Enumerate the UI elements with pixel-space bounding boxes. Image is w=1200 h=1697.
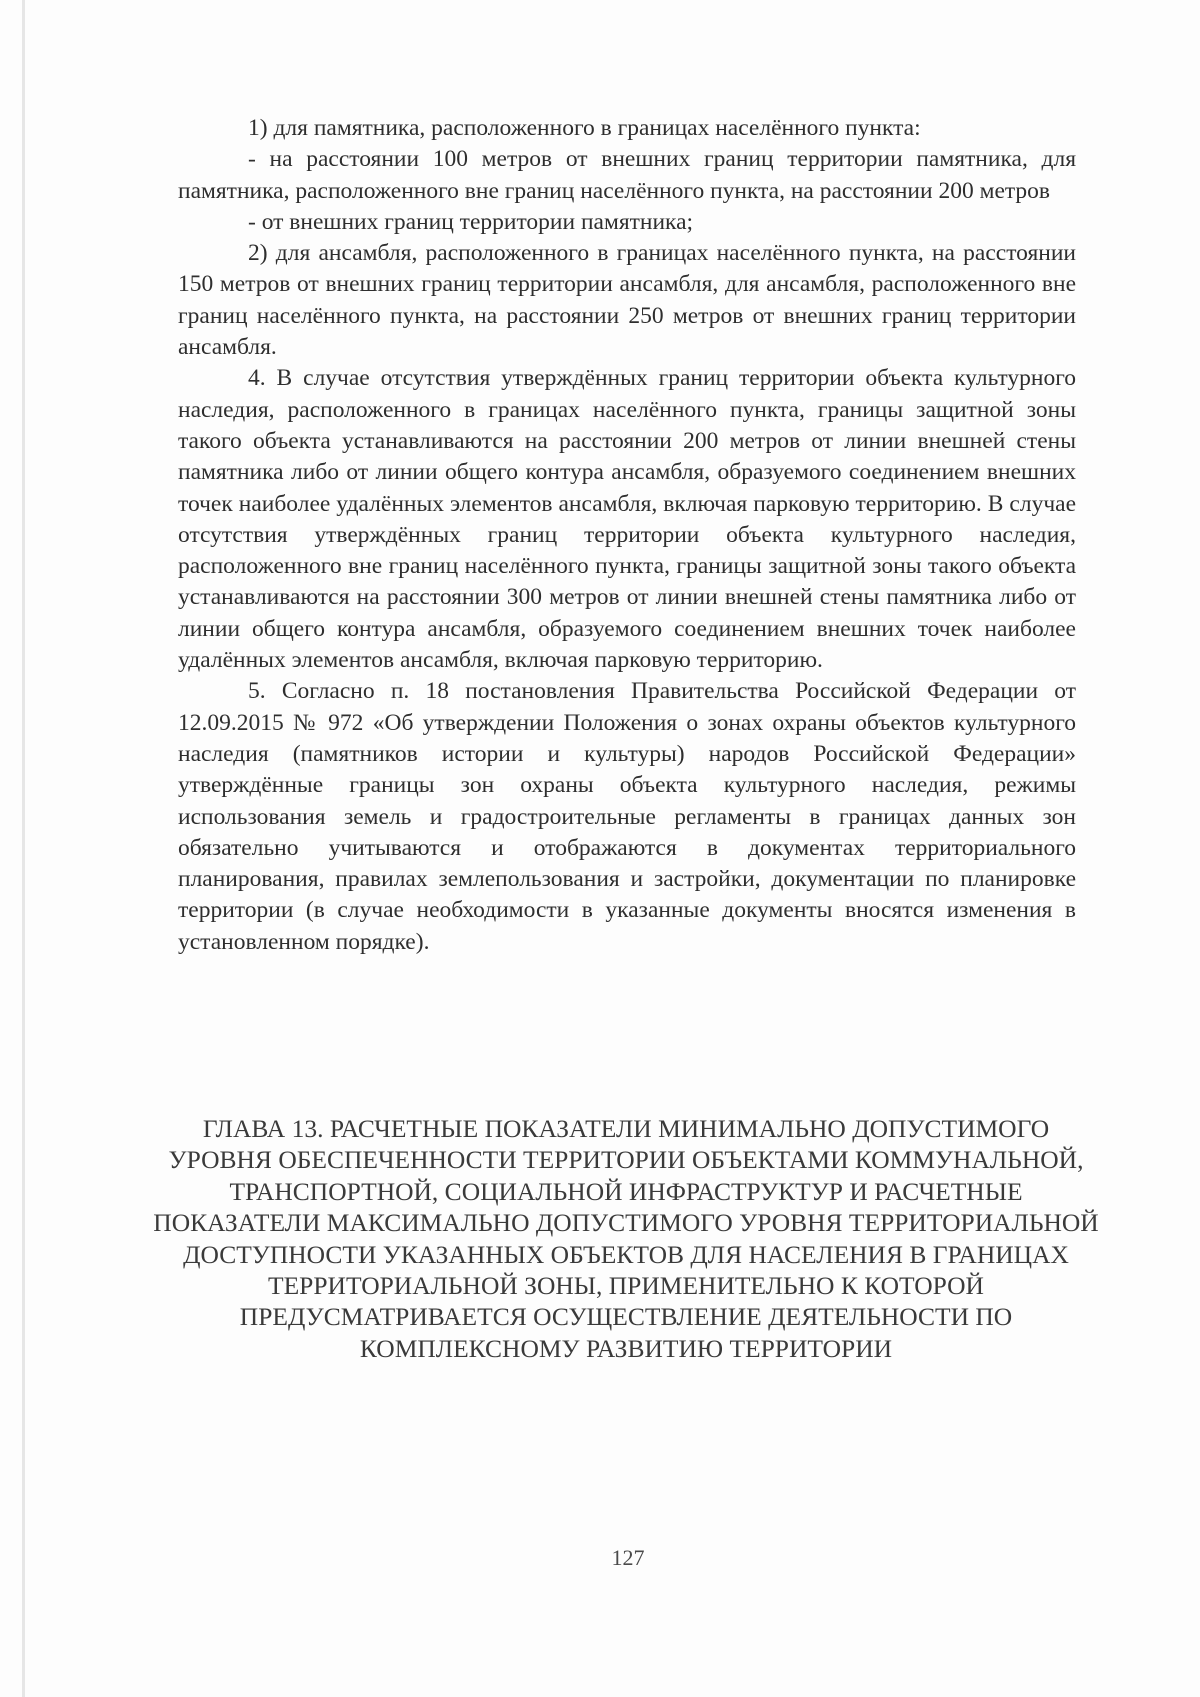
paragraph-monument-distance: - на расстоянии 100 метров от внешних границ территории памятника, для памятника, расположенного вне границ населённого пункта, на расстоянии 200 метров (178, 146, 1076, 204)
scan-edge-shadow (22, 0, 25, 1697)
chapter-heading: ГЛАВА 13. РАСЧЕТНЫЕ ПОКАЗАТЕЛИ МИНИМАЛЬНО ДОПУСТИМОГО УРОВНЯ ОБЕСПЕЧЕННОСТИ ТЕРРИТОРИИ ОБЪЕКТАМИ КОММУНАЛЬНОЙ, ТРАНСПОРТНОЙ, СОЦИАЛЬНОЙ ИНФРАСТРУКТУР И РАСЧЕТНЫЕ ПОКАЗАТЕЛИ МАКСИМАЛЬНО ДОПУСТИМОГО УРОВНЯ ТЕРРИТОРИАЛЬНОЙ ДОСТУПНОСТИ УКАЗАННЫХ ОБЪЕКТОВ ДЛЯ НАСЕЛЕНИЯ В ГРАНИЦАХ ТЕРРИТОРИАЛЬНОЙ ЗОНЫ, ПРИМЕНИТЕЛЬНО К КОТОРОЙ ПРЕДУСМАТРИВАЕТСЯ ОСУЩЕСТВЛЕНИЕ ДЕЯТЕЛЬНОСТИ ПО КОМПЛЕКСНОМУ РАЗВИТИЮ ТЕРРИТОРИИ (153, 1114, 1099, 1363)
paragraph-monument-in-settlement: 1) для памятника, расположенного в границах населённого пункта: (248, 115, 921, 141)
paragraph-item-5: 5. Согласно п. 18 постановления Правительства Российской Федерации от 12.09.2015 № 972 «Об утверждении Положения о зонах охраны объектов культурного наследия (памятников истории и культуры) народов Российской Федерации» утверждённые границы зон охраны объекта культурного наследия, режимы использования земель и градостроительные регламенты в границах данных зон обязательно учитываются и отображаются в документах территориального планирования, правилах землепользования и застройки, документации по планировке территории (в случае необходимости в указанные документы вносятся изменения в установленном порядке). (178, 678, 1076, 955)
paragraph-item-4: 4. В случае отсутствия утверждённых границ территории объекта культурного наследия, расположенного в границах населённого пункта, границы защитной зоны такого объекта устанавливаются на расстоянии 200 метров от линии внешней стены памятника либо от линии общего контура ансамбля, образуемого соединением внешних точек наиболее удалённых элементов ансамбля, включая парковую территорию. В случае отсутствия утверждённых границ территории объекта культурного наследия, расположенного вне границ населённого пункта, границы защитной зоны такого объекта устанавливаются на расстоянии 300 метров от линии внешней стены памятника либо от линии общего контура ансамбля, образуемого соединением внешних точек наиболее удалённых элементов ансамбля, включая парковую территорию. (178, 365, 1076, 674)
document-body (178, 113, 1076, 958)
paragraph-monument-outer-borders: - от внешних границ территории памятника; (248, 208, 694, 235)
page-number: 127 (611, 1545, 645, 1570)
paragraph-ensemble: 2) для ансамбля, расположенного в границах населённого пункта, на расстоянии 150 метров от внешних границ территории ансамбля, для ансамбля, расположенного вне границ населённого пункта, на расстоянии 250 метров от внешних границ территории ансамбля. (178, 240, 1076, 361)
